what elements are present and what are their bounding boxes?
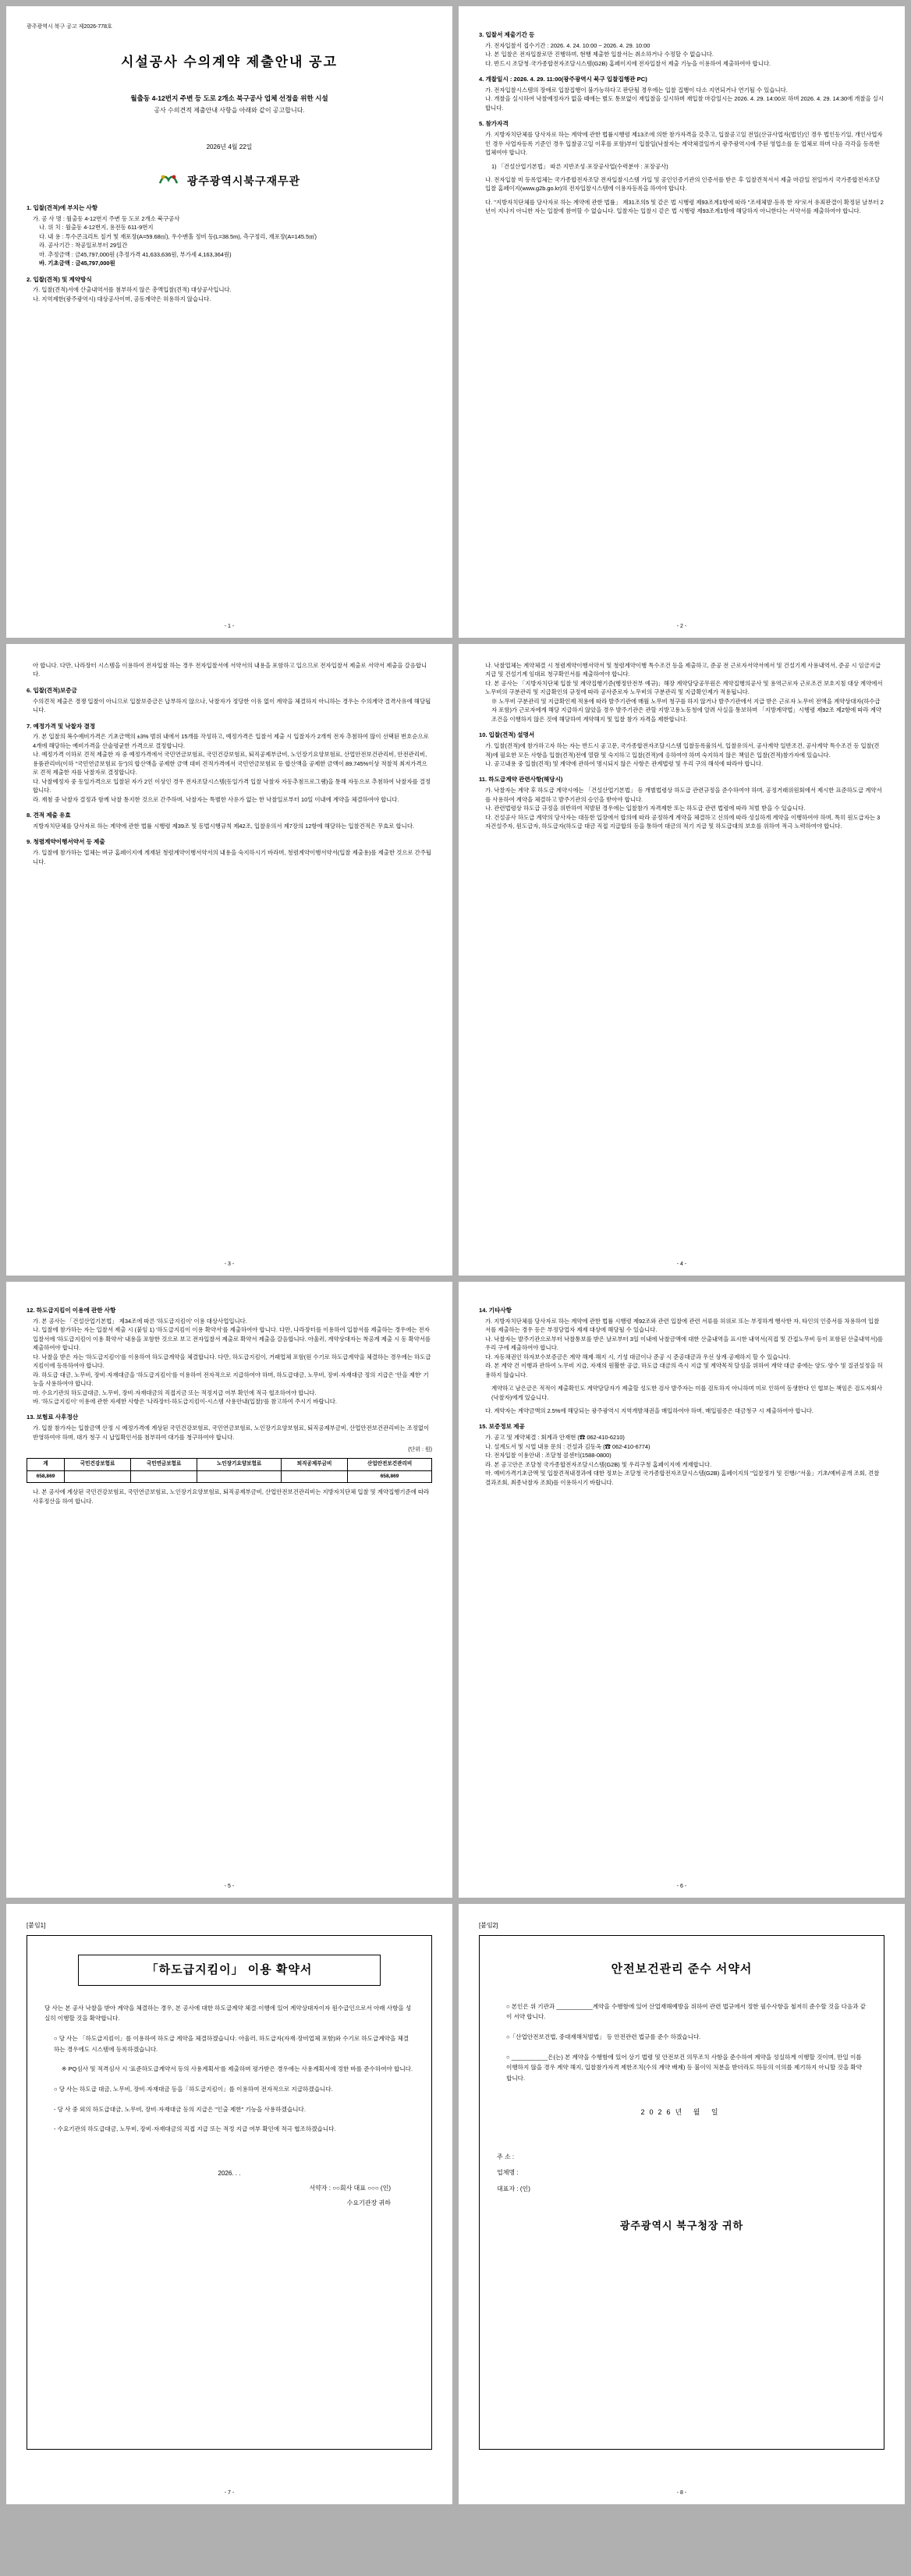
- attachment-paragraph: ○ ___________은(는) 본 계약을 수행함에 있어 상기 법령 및 안전보건 의무조치 사항을 준수하여 계약을 성실하게 이행할 것이며, 만일 이를 이행하지 않을 경우 계약 해지, 입찰참가자격 제한조치(수의 계약 배제) 등 불이익 처분을 받더라도 하등의 이의를 제기하지 아니할 것을 확약합니다.: [506, 2053, 862, 2082]
- section-line: 가. 본 입찰의 복수예비가격은 기초금액의 ±3% 범위 내에서 15개를 작성하고, 예정가격은 입찰서 제출 시 입찰자가 2개씩 전자 추첨하여 많이 선택된 번호순으로 4개에 해당하는 예비가격을 산술평균한 가격으로 결정합니다.: [33, 733, 429, 749]
- section-line: 가. 본 공사는 「건설산업기본법」 제34조에 따른 '하도급지킴이' 이용 대상사업입니다.: [33, 1317, 247, 1325]
- attachment-paragraph: 당 사는 본 공사 낙찰을 받아 계약을 체결하는 경우, 본 공사에 대한 하도급계약 체결·이행에 있어 계약상대자이자 원수급인으로서 아래 사항을 성실히 이행할 것을 확약합니다.: [44, 2004, 412, 2022]
- page-number: - 1 -: [224, 624, 235, 630]
- attachment-label: [붙임2]: [479, 1922, 498, 1929]
- attachment-title: 「하도급지킴이」 이용 확약서: [78, 1955, 381, 1985]
- subtitle-line-2: 공사 수의견적 제출안내 사항을 아래와 같이 공고합니다.: [154, 106, 305, 114]
- table-header-cell: 산업안전보건관리비: [348, 1459, 432, 1471]
- section-line: 나. 개찰을 실시하여 낙찰예정자가 없을 때에는 별도 통보없이 재입찰을 실시하며 재입찰 마감일시는 2026. 4. 29. 14:00로 하며 2026. 4. 29. 14:30에 개찰을 실시합니다.: [485, 95, 884, 111]
- section-line: 가. 입찰(견적)서에 산출내역서를 첨부하지 않은 총액입찰(견적) 대상공사입니다.: [33, 286, 232, 294]
- table-cell: [282, 1470, 348, 1483]
- page-number: - 8 -: [676, 2490, 687, 2496]
- section-heading: 15. 보증정보 제공: [479, 1423, 525, 1431]
- section-line: 다. 반드시 조달청·국가종합전자조달시스템(G2B) 홈페이지에 전자입찰서 제출 기능을 이용하여 제출하여야 합니다.: [485, 59, 771, 67]
- section-line: ※ 노무비 구분관리 및 지급확인제 적용에 따라 발주기관에 매월 노무비 청구를 하지 않거나 발주기관에서 지급 받은 근로자 노무비 전액을 계약상대자(하수급자 포함)가 근로자에게 해당 지급하지 않았을 경우 발주기관은 관할 지방고용노동청에 알려 사실을 통보하며 「지방계약법」시행령 제92조 제2항에 따라 계약조건을 이행하지 않은 것에 해당하여 계약해지 및 입찰 참가 자격을 제한합니다.: [491, 697, 881, 723]
- attachment-title: 안전보건관리 준수 서약서: [611, 1962, 753, 1976]
- page-number: - 4 -: [676, 1261, 687, 1268]
- subtitle: [27, 93, 432, 116]
- page-5: [6, 1282, 452, 1898]
- attachment-paragraph: ○ 당 사는 「하도급지킴이」를 이용하여 하도급 계약을 체결하겠습니다. 아울러, 하도급자(자재·장비업체 포함)와 수기로 하도급계약을 체결하는 경우에도 시스템에 등록하겠습니다.: [54, 2034, 409, 2053]
- contact-line-callcenter: 다. 전자입찰 이용안내 : 조달청 콜센터(1588-0800): [485, 1452, 611, 1460]
- attachment-label: [붙임1]: [27, 1922, 46, 1929]
- representative-field-label: 대표자 : (인): [497, 2185, 530, 2193]
- section-line: 가. 공 사 명 : 월출동 4-12번지 주변 등 도로 2개소 북구공사: [33, 214, 180, 222]
- page-row-1: [0, 0, 911, 638]
- section-line: 마. 예비가격기초금액 및 입찰견적내경과에 대한 정보는 조달청 국가종합전자조달시스템(G2B) 홈페이지의 "입찰정가 및 진행/-"서울」기초/예비공개 조회, 견찰결과조회, 최종낙찰자 조회)를 이용하시기 바랍니다.: [485, 1470, 880, 1486]
- section-line: 가. 전자입찰시스템의 장애로 입찰집행이 불가능하다고 판단될 경우에는 입찰 집행이 다소 지연되거나 연기될 수 있습니다.: [485, 86, 788, 94]
- section-line: 나. 낙찰자는 발주기관으로부터 낙찰통보를 받은 날로부터 3일 이내에 낙찰금액에 대한 산출내역을 표시한 내역서(직접 및 간접노무비 등이 포함된 산출내역서)를 우리 구에 제출하여야 합니다.: [485, 1335, 884, 1352]
- section-line: 나. 위 치 : 월출동 4-12번지, 용전동 611-9번지: [39, 224, 154, 232]
- subtitle-line-1: 월출동 4-12번지 주변 등 도로 2개소 북구공사 업체 선정을 위한 시설: [130, 94, 328, 103]
- contact-line-contract: 가. 공고 및 계약체결 : 회계과 안재현 (☎ 062-410-6210): [485, 1434, 625, 1442]
- table-header-cell: 계: [27, 1459, 65, 1471]
- page-number: - 5 -: [224, 1884, 235, 1890]
- section-line: 가. 낙찰자는 계약 후 하도급 계약시에는 「건설산업기본법」 등 개별법령상 하도급 관련규정을 준수하여야 하며, 공정거래위원회에서 제시한 표준하도급 계약서를 사용하여 계약을 체결하고 발주기관의 승인을 받아야 합니다.: [485, 787, 882, 803]
- section-line: 나. 낙찰업체는 계약체결 시 청렴계약이행서약서 및 청렴계약이행 특수조건 등을 제출하고, 준공 전 근로자서약서에서 및 건설기계 사용내역서, 준공 시 임금지급지급 및 건설기계 임대료 청구확인서를 제출하여야 합니다.: [485, 662, 881, 678]
- section-line-qualification: 가. 지방자치단체를 당사자로 하는 계약에 관한 법률시행령 제13조에 의한 참가자격을 갖추고, 입찰공고일 전일(산규사업자(법인)인 경우 법인등기일, 개인사업자인 경우 사업자등록 기준인 경우 입찰공고일 이후를 포함)부터 입찰일(낙찰자는 계약체결일까지 광주광역시에 주된 영업소를 둔 업체로 하며 다음 각각을 등록한 업체여야 합니다.: [485, 131, 883, 157]
- table-header-cell: 국민연금보험료: [131, 1459, 197, 1471]
- attachment-paragraph: ○ 당 사는 하도급 대금, 노무비, 장비·자재대금 등을「하도급지킴이」를 이용하여 전자적으로 지급하겠습니다.: [54, 2085, 333, 2093]
- page-number: - 3 -: [224, 1261, 235, 1268]
- section-line: 다. 내 용 : 투수콘크리트 칠거 및 재포장(A=59.68㎡), 우수맨홀 정비 등(L=38.5m), 측구정리, 재포장(A=145.5㎡): [39, 232, 317, 240]
- section-line: 가. 입찰 참가자는 입찰금액 산정 시 예정가격에 계상된 국민건강보험료, 국민연금보험료, 노인장기요양보험료, 퇴직공제부금비, 산업안전보건관리비는 조정없이 반영하여야 하며, 대가 청구 시 납입확인서를 첨부하여 대가를 청구하여야 합니다.: [33, 1424, 430, 1441]
- table-header-cell: 국민건강보험료: [64, 1459, 130, 1471]
- section-heading: 6. 입찰(견적)보증금: [27, 686, 77, 694]
- section-heading: 8. 견적 제출 유효: [27, 812, 71, 819]
- table-cell: 658,869: [348, 1470, 432, 1483]
- section-line: 지방자치단체를 당사자로 하는 계약에 관한 법률 시행령 제39조 및 동법시행규칙 제42조, 입찰유의서 제7장의 12항에 해당하는 입찰견적은 무효로 합니다.: [33, 822, 415, 830]
- section-line: 다. 계약자는 계약금액의 2.5%에 해당되는 광주광역시 지역개발채권을 매입하여야 하며, 매입필증은 대금청구 시 제출하여야 합니다.: [485, 1407, 814, 1414]
- page-title: 시설공사 수의계약 제출안내 공고: [120, 54, 339, 69]
- section-line: 나. 관련법령상 하도급 규정을 위반하여 적발된 경우에는 입찰참가 자격제한 또는 하도급 관련 법령에 따라 처벌 받을 수 있습니다.: [485, 805, 806, 812]
- section-line: 다. 건설공사 하도급 계약의 당사자는 대등한 입장에서 합의에 따라 공정하게 계약을 체결하고 신의에 따라 성실하게 계약을 이행하여야 하며, 특히 원도급자는 3자건설주자, 원도급자, 하도급자(하도급 대금 직접 지급합의 등을 통하여 대금의 적기 지급 및 하도급대의 보호를 위하여 적극 노력하여야 합니다.: [485, 813, 881, 830]
- table-header-cell: 노인장기요양보험료: [197, 1459, 282, 1471]
- contact-line-design: 나. 설계도서 및 시업 내용 문의 : 건설과 김동옥 (☎ 062-410-6774): [485, 1442, 650, 1450]
- addressee-organization-name: 광주광역시 북구청장 귀하: [619, 2219, 744, 2231]
- section-line: 다. 자동채권인 하자보수보증금은 계약 해제·해지 시, 기성 대금이나 준공 시 준공대금과 우선 상계·공제하지 할 수 있습니다.: [485, 1353, 791, 1361]
- attachment-paragraph: ○「산업안전보건법, 중대재해처벌법」 등 안전관련 법규를 준수 하겠습니다.: [506, 2033, 701, 2040]
- section-heading: 7. 예정가격 및 낙찰자 결정: [27, 722, 96, 730]
- section-line: 나. 본 공사에 계상된 국민건강보험료, 국민연금보험료, 노인장기요양보험료, 퇴직공제부금비, 산업안전보건관리비는 지방자치단체 입찰 및 계약집행기준에 따라 사후정산을 하여 합니다.: [33, 1488, 430, 1505]
- section-line: 라. 하도급 대금, 노무비, 장비·자재대금을 '하도급지킴이'를 이용하여 전자적으로 지급하여야 하며, 하도급대금, 노무비, 장비·자재대금 정의 지급은 '안을 제한' 기능을 사용하여야 합니다.: [33, 1371, 429, 1388]
- section-line: 나. 입찰에 참가하는 자는 입찰서 제출 시 (붙임 1) '하도급지킴이 이용 확약서'를 제출하여야 합니다. 다만, 나라장터를 이용하여 입찰서를 제출하는 경우에는 전자입찰서에 '하도급지킴이 이용 확약서' 내용을 포함한 것으로 보고 전자입찰서 제출로 확약서 제출을 갈음합니다. 아울러, 계약상대자는 착공계 제출 시 동 확약서를 제출하여야 합니다.: [33, 1326, 431, 1352]
- addressee-line: 수요기관장 귀하: [346, 2199, 391, 2207]
- page-row-4: [0, 1898, 911, 2504]
- section-line: 가. 지방자치단체를 당사자로 하는 계약에 관한 법률 시행령 제92조와 관련 입찰에 관련 서류를 허위로 또는 부정하게 행사한 자, 타인의 인증서를 차용하여 입찰서를 제출하는 경우 등은 부정당업자 제재 대상에 해당될 수 있습니다.: [485, 1317, 880, 1334]
- page-3: [459, 6, 905, 638]
- section-line: 라. 본 계약 건 이행과 관하여 노무비 지급, 자재의 원활한 공급, 하도급 대금의 즉시 지급 및 계약목적 달성을 위하여 계약 대금 중에는 양도·양수 및 질권설정을 허용하지 않습니다.: [485, 1362, 883, 1378]
- attachment-paragraph: ○ 본인은 위 기관과 ___________계약을 수행함에 있어 산업재해예방을 위하여 관련 법규에서 정한 필수사항을 철저히 준수할 것을 다음과 같이 서약 합니다.: [506, 2002, 867, 2021]
- page-7: [6, 1904, 452, 2504]
- page-4: [459, 644, 905, 1276]
- section-line: 라. 공사기간 : 착공일로부터 29일간: [39, 242, 128, 249]
- document-number: 광주광역시 북구 공고 제2026-778호: [27, 24, 112, 30]
- attachment-paragraph: - 당 사 중 외의 하도급대금, 노무비, 장비·자재대금 등의 지급은 "인출 제한" 기능을 사용하겠습니다.: [54, 2105, 306, 2113]
- page-2: [6, 644, 452, 1276]
- section-heading: 10. 입찰(견적) 설명서: [479, 731, 535, 739]
- table-cell: [131, 1470, 197, 1483]
- signature-area: [44, 2166, 414, 2211]
- section-line-base-amount: 바. 기초금액 : 금45,797,000원: [39, 260, 115, 267]
- section-line: 다. 본 공사는 「지방자치단체 입찰 및 계약집행기준(행정안전부 예규)」해장 계약담당공무원은 계약집행의공사 및 용역근로자 근로조건 보호지침 대상 계약에서 노무비의 구분관리 및 지급확인의 규정에 따라 공사준로자 노무비의 구분관리 및 지급확인제가 적용됩니다.: [485, 679, 883, 696]
- section-line: 수의견적 제출은 경쟁 입찰이 아니므로 입찰보증금은 납부하지 않으나, 낙찰자가 정당한 이유 없이 계약을 체결하지 아니하는 경우는 수의계약 결격사유에 해당됩니다.: [33, 697, 431, 714]
- section-line: 마. 수요기관의 하도급대금, 노무비, 장비·자재대금의 직접지금 또는 적정지급 여부 확인에 적극 협조하여야 합니다.: [33, 1389, 317, 1396]
- page-row-2: [0, 638, 911, 1276]
- signature-date: 2026. . .: [218, 2169, 241, 2177]
- section-line: 가. 전자입찰서 접수기간 : 2026. 4. 24. 10:00 ~ 2026. 4. 29. 10:00: [485, 41, 650, 49]
- section-heading: 11. 하도급계약 관련사항(해당시): [479, 776, 563, 784]
- table-row: [27, 1470, 432, 1483]
- section-line: 나. 공고내용 중 입찰(견적) 및 계약에 관하여 명시되지 않은 사항은 관계법령 및 우리 구의 해석에 따라야 합니다.: [485, 759, 764, 767]
- attachment-box: [479, 1935, 884, 2450]
- section-line: 다. "지방자치단체를 당사자로 하는 계약에 관한 법률」 제31조의5 및 같은 법 시행령 제93조계1항에 따라 "조세체발·등록 한 자"로서 유죄판결이 확정된 날부터 2년이 지나지 아니한 자는 입찰에 참여할 수 없습니다. 입찰자는 입찰시 같은 법 시행령 제93조계1항에 해당하지 아니한다는 서약서를 제출하여야 합니다.: [485, 198, 884, 215]
- address-field-label: 주 소 :: [497, 2153, 515, 2160]
- section-heading: 12. 하도급지킴이 이용에 관한 사항: [27, 1307, 116, 1314]
- section-heading: 9. 청렴계약이행서약서 등 제출: [27, 838, 105, 846]
- section-heading: 4. 개찰일시 : 2026. 4. 29. 11:00(광주광역시 북구 입찰집행관 PC): [479, 76, 647, 83]
- section-line: 다. 낙찰예정자 중 동일가격으로 입찰된 자가 2인 이상인 경우 전자조달시스템(동일가격 입찰 낙찰자 자동추첨프로그램)을 통해 자동으로 추첨하여 낙찰자를 결정합니다.: [33, 777, 431, 794]
- table-header-cell: 퇴직공제부금비: [282, 1459, 348, 1471]
- table-header-row: [27, 1459, 432, 1471]
- signature-date: 2026년 월 일: [640, 2107, 723, 2116]
- page-8: [459, 1904, 905, 2504]
- section-heading: 2. 입찰(견적) 및 계약방식: [27, 275, 92, 283]
- page-number: - 7 -: [224, 2490, 235, 2496]
- insurance-amount-table: [27, 1458, 432, 1483]
- section-line: 가. 입찰(견적)에 참가하고자 하는 자는 반드시 공고문, 국가종합전자조달시스템 입찰등록율의서, 입찰유의서, 공사계약 일반조건, 공사계약 특수조건 등 입찰(견적)에 필요한 모든 사항을 입찰(견적)전에 열람 및 숙지하고 입찰(견적)에 응하여야 하며 숙지하지 않은 책임은 입찰(견적)참가자에 있습니다.: [485, 742, 880, 759]
- section-line: 나. 예정가격 이하로 견적 제출한 자 중 예정가격에서 국민연금보험료, 국민건강보험료, 퇴직공제부금비, 노인장기요양보험료, 산업안전보건관리비, 안전관리비, 용품관리비(이하 "국민연금보험료 등")의 합산액을 공제한 금액 대비 견적가격에서 국민연금보험료 등 합산액을 공제한 금액이 89.745%이상 적찰적 최저가격으로 견적 제출한 자를 낙찰자로 결정합니다.: [33, 751, 427, 777]
- section-line: 라. 재첨 중 낙찰자 결정과 함께 낙찰 통지한 것으로 간주하며, 낙찰자는 특별한 사유가 없는 한 낙찰일로부터 10일 이내에 계약을 체결하여야 합니다.: [33, 795, 399, 803]
- attachment-note: ※ PQ심사 및 적격심사 시 '표준하도급계약서 등의 사용계획서'를 제출하며 평가받은 경우에는 사용계획서에 정한 바를 준수하여야 합니다.: [62, 2065, 413, 2073]
- table-cell: 658,869: [27, 1470, 65, 1483]
- page-number: - 2 -: [676, 624, 687, 630]
- section-heading: 3. 입찰서 제출기간 등: [479, 31, 535, 38]
- table-cell: [197, 1470, 282, 1483]
- section-line-license: 1) 「건설산업기본법」 따른 지반조성·포장공사업(수력분야 : 포장공사): [491, 162, 668, 170]
- section-line: 가. 입찰에 참가하는 업체는 벼규 홈페이지에 게재된 청렴계약이행서약서의 내용을 숙지하시기 바라며, 청렴계약이행서약서(입찰 제출용)를 제출한 것으로 간주됩니다.: [33, 849, 432, 865]
- section-line: 라. 본 공고안은 조달청 국가종합전자조달시스템(G2B) 및 우리구청 홈페이지에 게재합니다.: [485, 1460, 712, 1468]
- section-line: 다. 낙찰을 받은 자는 '하도급지킴이'를 이용하여 하도급계약을 체결합니다. 다만, 하도급지킴이, 거래업체 포함(원 수기로 하도급계약을 체결하는 경우에는 하도급지킴이에 등록하여야 합니다.: [33, 1353, 431, 1370]
- attachment-box: [27, 1935, 432, 2450]
- section-line: 나. 전자입찰 미 등록업체는 국가종합전자조달 전자입찰시스템 가입 및 공인인증기관의 인증서를 받은 후 입찰견적서서 제출 마감일 전일까지 국가종합전자조달 입찰 홈페이지(www.g2b.go.kr)의 전자입찰시스템에 이용자등록을 하여야 합니다.: [485, 175, 881, 193]
- attachment-paragraph: - 수요기관의 하도급대금, 노무비, 장비·자재대금의 직접 지급 또는 적정 지급 여부 확인에 적극 협조하겠습니다.: [54, 2125, 336, 2133]
- page-6: [459, 1282, 905, 1898]
- table-cell: [64, 1470, 130, 1483]
- section-heading: 5. 참가자격: [479, 120, 509, 128]
- company-field-label: 업체명 :: [497, 2169, 519, 2177]
- section-heading: 13. 보험료 사후정산: [27, 1414, 79, 1421]
- section-line: 바. '하도급지킴이' 이용에 관한 자세한 사항은 '나라장터-하도급지킴이-시스템 사용안내(입찰)'를 참고하여 주시기 바랍니다.: [33, 1397, 337, 1405]
- page-number: - 6 -: [676, 1884, 687, 1890]
- page1-sections: [27, 203, 432, 303]
- section-line: 나. 지역제한(광주광역시) 대상공사이며, 공동계약은 허용하지 않습니다.: [33, 295, 211, 303]
- signer-line: 서약자 : ○○회사 대표 ○○○ (인): [309, 2185, 391, 2192]
- section-line: 나. 본 입찰은 전자입찰로만 진행하며, 현행 제출한 입찰서는 취소하거나 수정할 수 없습니다.: [485, 51, 714, 58]
- gwangju-bukgu-logo-icon: [158, 172, 179, 192]
- section-line: 마. 추정금액 : 금45,797,000원 (추정가격 41,633,636원, 부가세 4,163,364원): [39, 250, 232, 258]
- section-note: 계약하고 남은금은 적적이 제출확인도 계약담당자가 제출할 성도한 검사 발주자는 미를 검토하지 아니하며 미로 인하여 동생한다 인 협보는 책임은 검도자회사(낙찰자)에게 있습니다.: [491, 1385, 883, 1401]
- section-heading: 14. 기타사항: [479, 1307, 512, 1314]
- issuing-organization: [27, 172, 432, 192]
- page-1: [6, 6, 452, 638]
- table-unit-label: (단위 : 원): [408, 1447, 432, 1453]
- signature-fields: [497, 2150, 867, 2198]
- section-line: 아 합니다. 다만, 나라장터 시스템을 이용하여 전자입찰 하는 경우 전자입찰서에 서약서의 내용을 포함하고 입으므로 전자입찰서 제출로 서약서 제출을 갈음합니다.: [33, 662, 427, 678]
- section-heading: 1. 입찰(견적)에 부치는 사항: [27, 204, 98, 212]
- issuing-organization-name: 광주광역시북구재무관: [186, 175, 301, 188]
- addressee-organization: [497, 2218, 867, 2234]
- issue-date: 2026년 4월 22일: [206, 143, 253, 151]
- page-row-3: [0, 1276, 911, 1898]
